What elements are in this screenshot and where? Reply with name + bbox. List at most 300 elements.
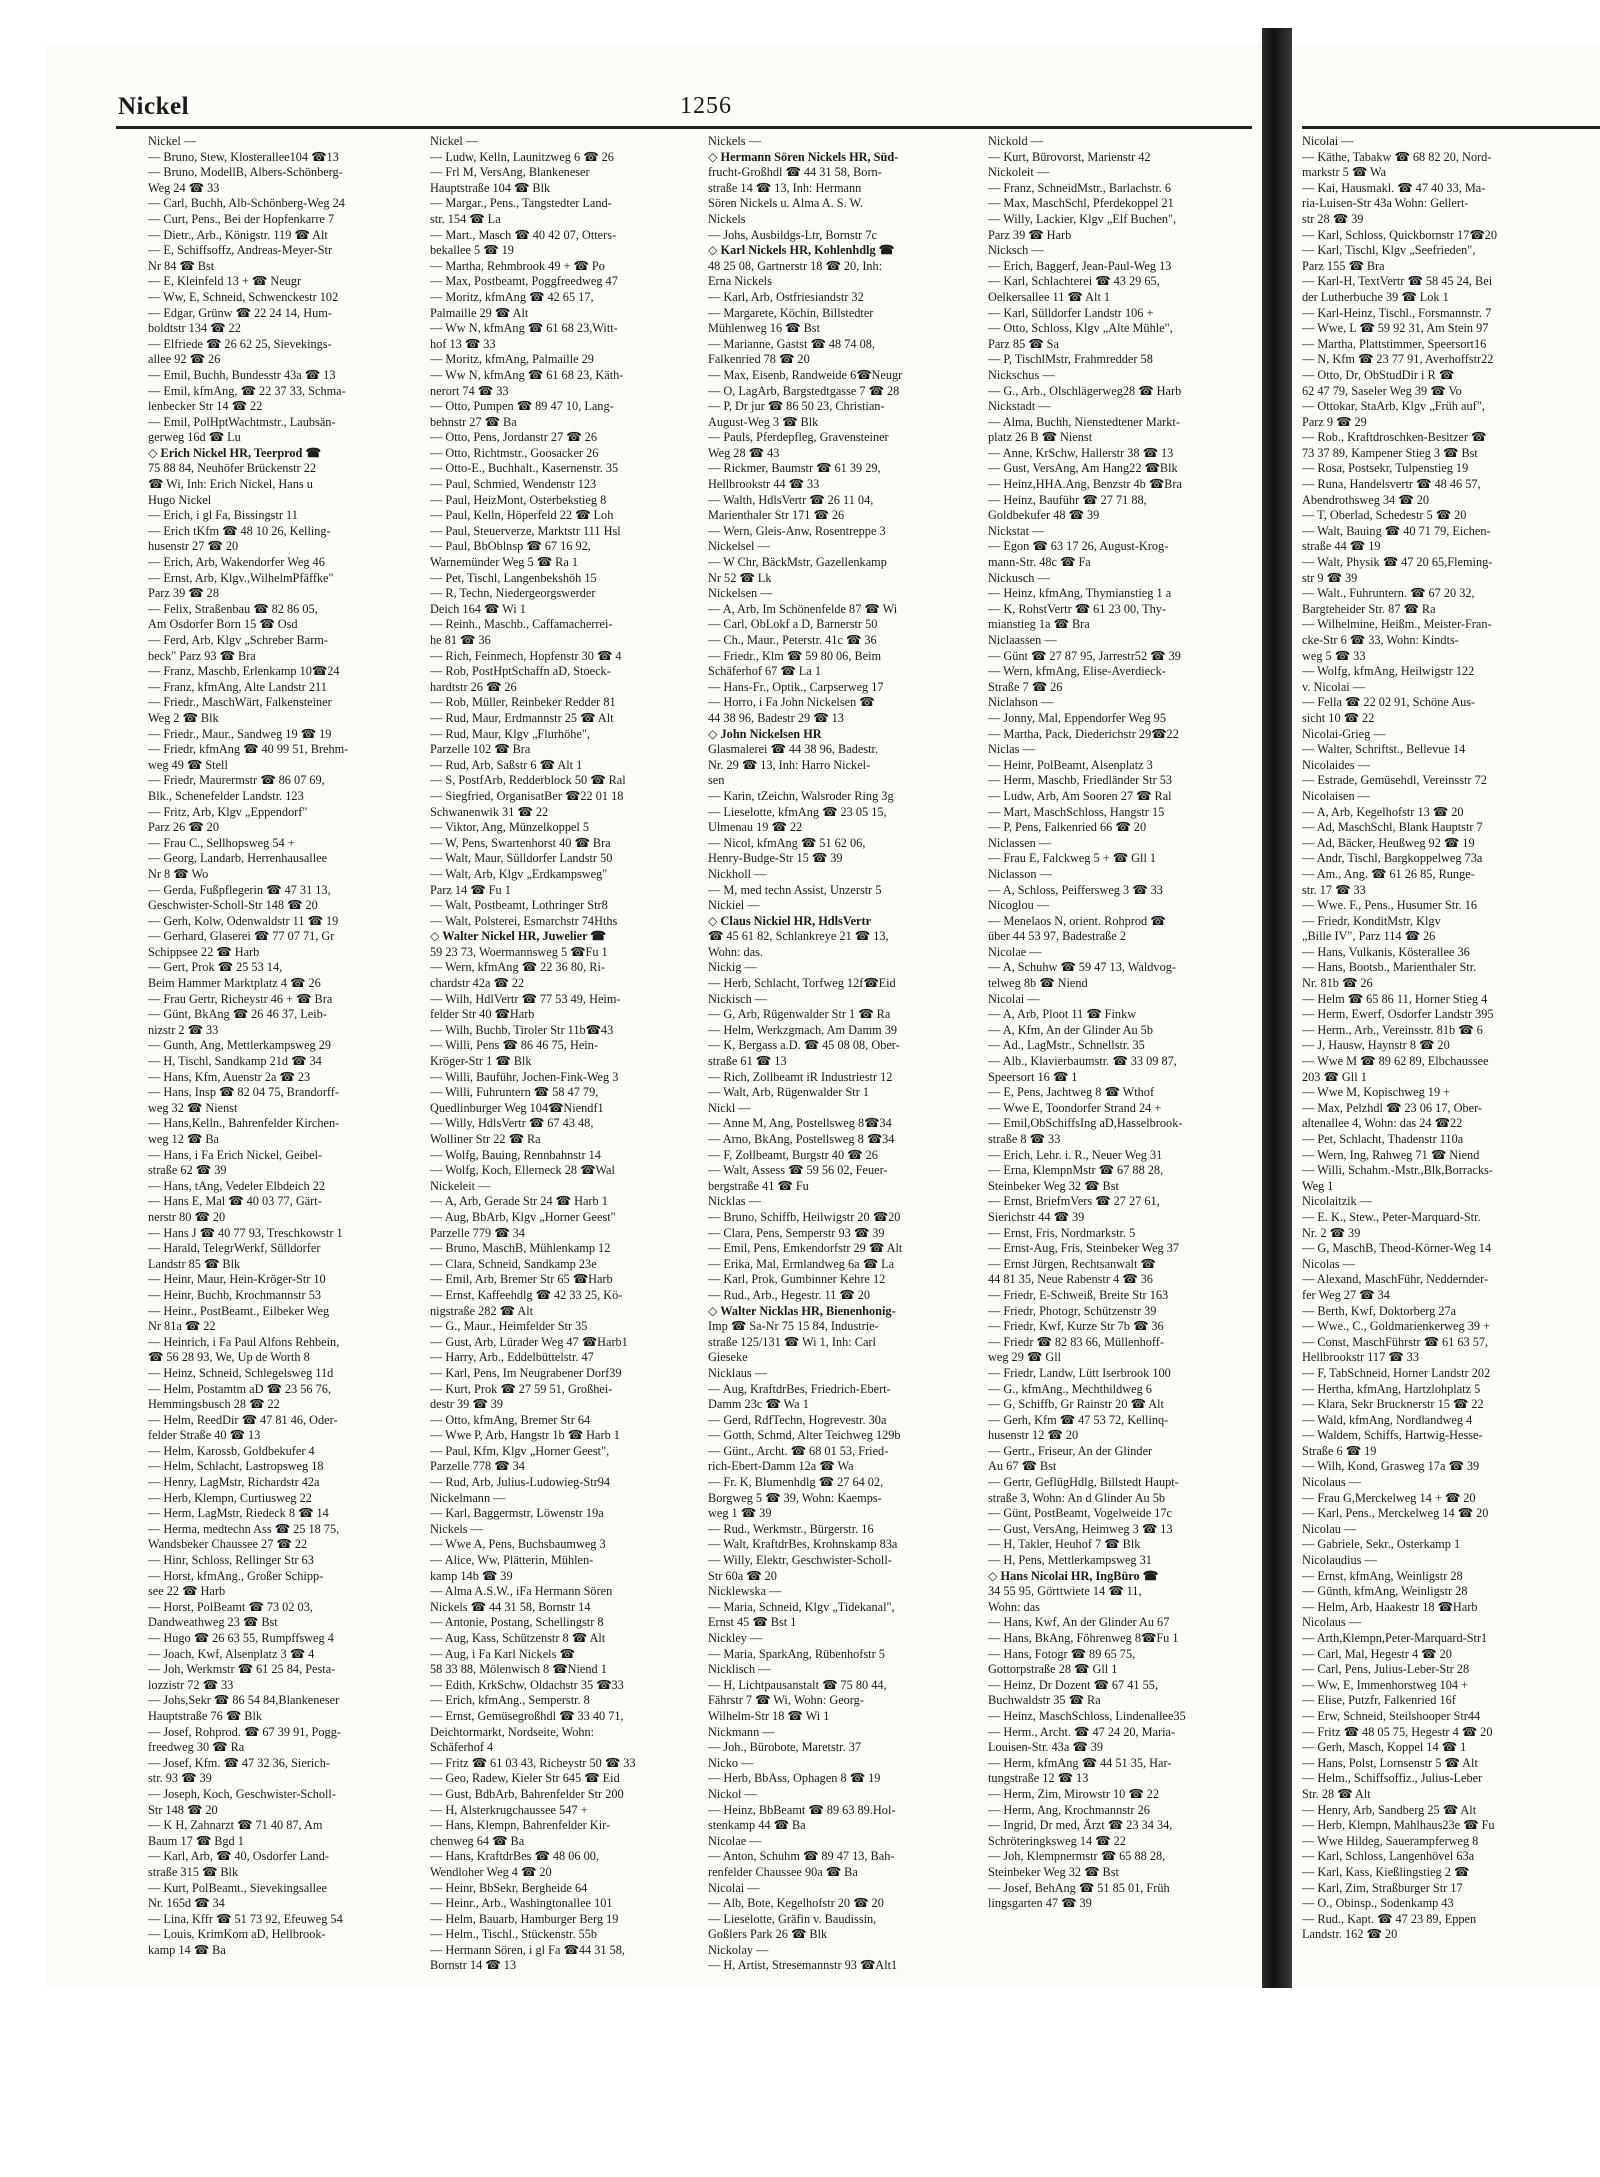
directory-entry-line: — Kurt, PolBeamt., Sievekingsallee [148,1880,327,1895]
directory-entry-line: — Ernst-Aug, Fris, Steinbeker Weg 37 [988,1241,1180,1256]
directory-entry-line: — Willi, Pens ☎ 86 46 75, Hein- [430,1038,598,1053]
directory-entry-line: — Walt, Polsterei, Esmarchstr 74Hths [430,913,618,928]
directory-entry-line: — Hans, tAng, Vedeler Elbdeich 22 [148,1178,326,1193]
directory-entry-line: — Martha, Pack, Diederichstr 29☎22 [988,726,1179,741]
directory-entry-line: — Friedr, Landw, Lütt Iserbrook 100 [988,1365,1171,1380]
directory-entry-line: — Willy, Lackier, Klgv „Elf Buchen", [988,211,1177,226]
directory-entry-line: — Anne, KrSchw, Hallerstr 38 ☎ 13 [988,445,1174,460]
directory-entry-line: — Ch., Maur., Peterstr. 41c ☎ 36 [708,633,877,647]
directory-entry-line: nerstr 80 ☎ 20 [148,1209,226,1224]
directory-entry-line: — Viktor, Ang, Münzelkoppel 5 [430,820,590,835]
directory-entry-line: — Herm, Maschb, Friedländer Str 53 [988,773,1173,788]
directory-entry-line: — Bruno, Stew, Klosterallee104 ☎13 [148,149,339,164]
directory-entry-line: Nickels [708,211,746,226]
directory-entry-line: Nr. 2 ☎ 39 [1302,1225,1361,1240]
directory-entry-line: str 28 ☎ 39 [1302,211,1364,226]
directory-entry-line: — G, Schiffb, Gr Rainstr 20 ☎ Alt [988,1397,1164,1412]
directory-entry-line: — Dietr., Arb., Königstr. 119 ☎ Alt [148,227,328,242]
directory-entry-line: — Anne M, Ang, Postellsweg 8☎34 [708,1116,892,1131]
directory-entry-line: — Am., Ang. ☎ 61 26 85, Runge- [1302,866,1475,881]
directory-entry-line: Parz 9 ☎ 29 [1302,414,1367,429]
directory-entry-line: kamp 14b ☎ 39 [430,1568,513,1583]
directory-entry-line: — Fritz ☎ 48 05 75, Hegestr 4 ☎ 20 [1302,1724,1493,1739]
directory-entry-line: Henry-Budge-Str 15 ☎ 39 [708,851,843,866]
directory-entry-line: — Joh, Klempnermstr ☎ 65 88 28, [988,1849,1166,1864]
directory-entry-line: str. 17 ☎ 33 [1302,882,1366,897]
directory-entry-line: — A, Schuhw ☎ 59 47 13, Waldvog- [988,960,1176,975]
directory-entry-line: — Friedr, kfmAng ☎ 40 99 51, Brehm- [148,742,349,757]
directory-entry-line: str. 93 ☎ 39 [148,1771,212,1786]
surname-heading: Nicoglou — [988,898,1050,913]
directory-entry-line: — Joh., Bürobote, Maretstr. 37 [708,1740,862,1755]
surname-heading: Nicolai — [988,991,1040,1006]
scan-margin-top [0,0,1600,22]
directory-entry-line: — Carl, Mal, Hegestr 4 ☎ 20 [1302,1646,1452,1661]
directory-entry-line: — Geo, Radew, Kieler Str 645 ☎ Eid [430,1771,620,1786]
directory-entry-line: — Lieselotte, Gräfin v. Baudissin, [708,1911,877,1926]
directory-entry-line: — Otto-E., Buchhalt., Kasernenstr. 35 [430,461,619,476]
surname-heading: Niclassen — [988,835,1052,850]
directory-entry-line: — Rud, Arb, Saßstr 6 ☎ Alt 1 [430,757,583,772]
directory-entry-line: — Gerh, Kfm ☎ 47 53 72, Kellinq- [988,1412,1169,1427]
directory-entry-line: — Paul, Kelln, Höperfeld 22 ☎ Loh [430,508,614,523]
surname-heading: Nickel — [148,134,197,148]
directory-entry-line: Straße 7 ☎ 26 [988,679,1063,694]
directory-entry-line: — Gust, VersAng, Am Hang22 ☎Blk [988,461,1178,476]
directory-entry-line: — Walter, Schriftst., Bellevue 14 [1302,742,1466,757]
directory-entry-line: Am Osdorfer Born 15 ☎ Osd [148,617,298,632]
surname-heading: Niclas — [988,742,1035,757]
directory-entry-line: August-Weg 3 ☎ Blk [708,414,819,429]
directory-entry-line: felder Str 40 ☎Harb [430,1007,535,1022]
directory-entry-line: nigstraße 282 ☎ Alt [430,1303,534,1318]
directory-entry-line: — Margar., Pens., Tangstedter Land- [430,196,612,211]
directory-entry-line: allee 92 ☎ 26 [148,352,221,367]
directory-entry-line: — Gunth, Ang, Mettlerkampsweg 29 [148,1038,332,1053]
directory-entry-line: Nr 8 ☎ Wo [148,866,209,881]
column-3 [708,134,993,1974]
column-1 [148,134,433,1958]
directory-entry-line: — Herm., Arb., Vereinsstr. 81b ☎ 6 [1302,1022,1483,1037]
directory-entry-line: Buchwaldstr 35 ☎ Ra [988,1693,1101,1708]
directory-entry-line: — Wern, kfmAng, Elise-Averdieck- [988,664,1166,679]
directory-entry-line: — Frau G,Merckelweg 14 + ☎ 20 [1302,1490,1476,1505]
directory-entry-line: — Carl, Buchh, Alb-Schönberg-Weg 24 [148,196,345,211]
directory-entry-line: — Willi, Bauführ, Jochen-Fink-Weg 3 [430,1069,619,1084]
surname-heading: Niclaassen — [988,633,1057,647]
directory-entry-line: — Elise, Putzfr, Falkenried 16f [1302,1693,1456,1708]
directory-entry-line: — Fritz ☎ 61 03 43, Richeystr 50 ☎ 33 [430,1755,636,1770]
directory-entry-line: — Karin, tZeichn, Walsroder Ring 3g [708,788,894,803]
directory-entry-line: — Max, Postbeamt, Poggfreedweg 47 [430,274,618,289]
directory-entry-line: — Ernst, BriefmVers ☎ 27 27 61, [988,1194,1160,1209]
directory-entry-line: weg 29 ☎ Gll [988,1350,1062,1365]
directory-entry-line: — Erich, Arb, Wakendorfer Weg 46 [148,555,325,570]
directory-entry-line: Deich 164 ☎ Wi 1 [430,601,526,616]
directory-entry-line: — Heinz, MaschSchloss, Lindenallee35 [988,1708,1186,1723]
directory-entry-line: weg 1 ☎ 39 [708,1506,772,1521]
directory-entry-line: — Herm, Zim, Mirowstr 10 ☎ 22 [988,1786,1160,1801]
directory-entry-line: — Curt, Pens., Bei der Hopfenkarre 7 [148,211,335,226]
directory-entry-line: — Emil, Pens, Emkendorfstr 29 ☎ Alt [708,1241,903,1256]
directory-entry-line: — Klara, Sekr Brucknerstr 15 ☎ 22 [1302,1397,1484,1412]
directory-entry-line: markstr 5 ☎ Wa [1302,165,1387,180]
directory-entry-line: — Kai, Hausmakl. ☎ 47 40 33, Ma- [1302,180,1486,195]
directory-entry-line: — Ww, E, Immenhorstweg 104 + [1302,1677,1469,1692]
directory-entry-line: — Walt, Maur, Sülldorfer Landstr 50 [430,851,613,866]
directory-entry-line: — Wern, Gleis-Anw, Rosentreppe 3 [708,523,886,538]
directory-entry-line: — Ad, Bäcker, Heußweg 92 ☎ 19 [1302,835,1475,850]
directory-entry-line: — Aug, Kass, Schützenstr 8 ☎ Alt [430,1631,606,1645]
directory-entry-line: — Frau Gertr, Richeystr 46 + ☎ Bra [148,991,333,1006]
directory-entry-line: — Rud, Maur, Klgv „Flurhöhe", [430,726,590,741]
directory-entry-line: — Friedr, Kwf, Kurze Str 7b ☎ 36 [988,1319,1164,1334]
directory-entry-line: — Paul, HeizMont, Osterbekstieg 8 [430,492,607,507]
directory-entry-line: — Hans J ☎ 40 77 93, Treschkowstr 1 [148,1225,343,1240]
directory-entry-line: — O., Obinsp., Sodenkamp 43 [1302,1896,1454,1911]
directory-entry-line: — Günt, PostBeamt, Vogelweide 17c [988,1506,1172,1521]
directory-entry-line: — Bruno, MaschB, Mühlenkamp 12 [430,1241,611,1256]
directory-entry-line: frucht-Großhdl ☎ 44 31 58, Born- [708,165,882,180]
directory-entry-line: — G., kfmAng., Mechthildweg 6 [988,1381,1152,1396]
directory-entry-line: Parzelle 102 ☎ Bra [430,742,531,757]
surname-heading: Nicolaudius — [1302,1553,1377,1568]
directory-entry-line: — Ludw, Arb, Am Sooren 27 ☎ Ral [988,788,1172,803]
directory-entry-line: — Rud., Kapt. ☎ 47 23 89, Eppen [1302,1911,1477,1926]
directory-entry-line: — Gertr, GeflügHdlg, Billstedt Haupt- [988,1475,1179,1490]
directory-entry-line: kamp 14 ☎ Ba [148,1942,226,1957]
directory-entry-line: — Wwe P, Arb, Hangstr 1b ☎ Harb 1 [430,1428,620,1443]
directory-entry-line: Dandweathweg 23 ☎ Bst [148,1615,278,1630]
directory-entry-line: — Heinr, Buchb, Krochmannstr 53 [148,1287,321,1302]
surname-heading: Nickolay — [708,1942,769,1957]
directory-entry-line: — Wilh, HdlVertr ☎ 77 53 49, Heim- [430,991,621,1006]
directory-entry-line: — Willy, HdlsVertr ☎ 67 43 48, [430,1116,594,1131]
surname-heading: Nicolaitzik — [1302,1194,1373,1209]
directory-entry-line: Wohn: das [988,1599,1040,1614]
directory-entry-line: Damm 23c ☎ Wa 1 [708,1397,809,1412]
surname-heading: Nicolas — [1302,1256,1355,1271]
directory-entry-line: — Wolfg, Bauing, Rennbahnstr 14 [430,1147,601,1162]
directory-entry-line: — Rosa, Postsekr, Tulpenstieg 19 [1302,461,1469,476]
directory-entry-line: — Frau E, Falckweg 5 + ☎ Gll 1 [988,851,1157,866]
directory-entry-line: — Hans, Kwf, An der Glinder Au 67 [988,1615,1170,1630]
directory-entry-line: rich-Ebert-Damm 12a ☎ Wa [708,1459,854,1474]
directory-entry-line: straße 44 ☎ 19 [1302,539,1381,554]
directory-entry-line: — Franz, Maschb, Erlenkamp 10☎24 [148,664,340,679]
directory-entry-line: „Bille IV", Parz 114 ☎ 26 [1302,929,1436,944]
directory-entry-line: — Gerda, Fußpflegerin ☎ 47 31 13, [148,882,331,897]
directory-entry-line: — Pet, Tischl, Langenbekshöh 15 [430,570,597,585]
directory-entry-line: — Horst, kfmAng., Großer Schipp- [148,1568,324,1583]
directory-entry-line: ◇ Erich Nickel HR, Teerprod ☎ [148,445,321,460]
directory-entry-line: — Heinz,HHA.Ang, Benzstr 4b ☎Bra [988,477,1182,492]
directory-entry-line: Gieseke [708,1350,748,1365]
directory-entry-line: Abendrothsweg 34 ☎ 20 [1302,492,1429,507]
directory-entry-line: — Emil, Arb, Bremer Str 65 ☎Harb [430,1272,613,1287]
directory-entry-line: Nr. 81b ☎ 26 [1302,976,1373,991]
directory-entry-line: Sören Nickels u. Alma A. S. W. [708,196,864,211]
directory-entry-line: — Heinrich, i Fa Paul Alfons Rehbein, [148,1334,340,1349]
directory-entry-line: — Walt, Postbeamt, Lothringer Str8 [430,898,608,913]
directory-entry-line: — Johs,Sekr ☎ 86 54 84,Blankeneser [148,1693,340,1708]
directory-entry-line: — Erich, Lehr. i. R., Neuer Weg 31 [988,1147,1163,1162]
directory-entry-line: — Horro, i Fa John Nickelsen ☎ [708,695,875,710]
scan-margin-left [0,0,46,2177]
directory-entry-line: — Johs, Ausbildgs-Ltr, Bornstr 7c [708,227,877,242]
surname-heading: Nicolai — [708,1880,760,1895]
directory-entry-line: — Karl, Baggermstr, Löwenstr 19a [430,1506,604,1521]
directory-entry-line: — Ww N, kfmAng ☎ 61 68 23,Witt- [430,321,618,336]
surname-heading: Nickholl — [708,866,767,881]
surname-heading: Nickstadt — [988,399,1051,414]
directory-entry-line: str 9 ☎ 39 [1302,570,1358,585]
directory-entry-line: Erna Nickels [708,274,772,289]
directory-entry-line: — Rud, Arb, Julius-Ludowieg-Str94 [430,1475,611,1490]
directory-entry-line: Glasmalerei ☎ 44 38 96, Badestr. [708,742,879,757]
directory-entry-line: — Wwe E, Toondorfer Strand 24 + [988,1100,1162,1115]
column-5 [1302,134,1600,1943]
directory-entry-line: weg 32 ☎ Nienst [148,1100,238,1115]
directory-entry-line: — Hugo ☎ 26 63 55, Rumpffsweg 4 [148,1631,334,1645]
directory-entry-line: — Elfriede ☎ 26 62 25, Sievekings- [148,336,332,351]
directory-entry-line: — Max, MaschSchl, Pferdekoppel 21 [988,196,1174,211]
directory-entry-line: Falkenried 78 ☎ 20 [708,352,810,367]
directory-entry-line: — Willy, Elektr, Geschwister-Scholl- [708,1553,892,1568]
directory-entry-line: — Karl, Pens, Im Neugrabener Dorf39 [430,1365,622,1380]
directory-entry-line: — Maria, Schneid, Klgv „Tidekanal", [708,1599,895,1614]
directory-entry-line: ☎ Wi, Inh: Erich Nickel, Hans u [148,477,313,492]
directory-entry-line: — Maria, SparkAng, Rübenhofstr 5 [708,1646,885,1661]
directory-entry-line: — H, Takler, Heuhof 7 ☎ Blk [988,1537,1141,1552]
directory-entry-line: Weg 1 [1302,1178,1334,1193]
directory-entry-line: — Wolfg, Koch, Ellerneck 28 ☎Wal [430,1163,615,1178]
directory-entry-line: — Anton, Schuhm ☎ 89 47 13, Bah- [708,1849,895,1864]
directory-entry-line: — Mart., Masch ☎ 40 42 07, Otters- [430,227,617,242]
directory-entry-line: ◇ Claus Nickiel HR, HdlsVertr [708,913,872,928]
directory-entry-line: — G., Arb., Olschlägerweg28 ☎ Harb [988,383,1182,398]
directory-entry-line: Beim Hammer Marktplatz 4 ☎ 26 [148,976,321,991]
directory-entry-line: — Heinz, Dr Dozent ☎ 67 41 55, [988,1677,1159,1692]
directory-entry-line: — Herb, Schlacht, Torfweg 12f☎Eid [708,976,896,991]
directory-entry-line: ◇ Hans Nicolai HR, IngBüro ☎ [988,1568,1159,1583]
directory-entry-line: — Friedr., Klm ☎ 59 80 06, Beim [708,648,882,663]
directory-entry-line: — Ottokar, StaArb, Klgv „Früh auf", [1302,399,1485,414]
directory-entry-line: — P, Dr jur ☎ 86 50 23, Christian- [708,399,885,414]
directory-entry-line: — Karl, Schlachterei ☎ 43 29 65, [988,274,1160,289]
directory-entry-line: — Fritz, Arb, Klgv „Eppendorf" [148,804,308,819]
directory-entry-line: — Friedr, E-Schweiß, Breite Str 163 [988,1287,1169,1302]
directory-entry-line: — G, Arb, Rügenwalder Str 1 ☎ Ra [708,1007,891,1022]
directory-entry-line: — Lieselotte, kfmAng ☎ 23 05 15, [708,804,887,819]
directory-entry-line: — Ad., LagMstr., Schnellstr. 35 [988,1038,1145,1053]
directory-entry-line: — Walt, KraftdrBes, Krohnskamp 83a [708,1537,898,1552]
directory-entry-line: — Arno, BkAng, Postellsweg 8 ☎34 [708,1132,895,1146]
directory-entry-line: sicht 10 ☎ 22 [1302,710,1375,725]
directory-entry-line: — Karl, Schloss, Quickbornstr 17☎20 [1302,227,1497,242]
directory-entry-line: — Alb, Bote, Kegelhofstr 20 ☎ 20 [708,1896,884,1911]
directory-entry-line: — A, Schloss, Peiffersweg 3 ☎ 33 [988,882,1163,897]
directory-entry-line: — Wwe A, Pens, Buchsbaumweg 3 [430,1537,606,1552]
directory-entry-line: — Joh, Werkmstr ☎ 61 25 84, Pesta- [148,1662,336,1677]
directory-entry-line: Baum 17 ☎ Bgd 1 [148,1833,244,1848]
directory-entry-line: cke-Str 6 ☎ 33, Wohn: Kindts- [1302,633,1459,647]
directory-entry-line: — H, Lichtpausanstalt ☎ 75 80 44, [708,1677,887,1692]
directory-entry-line: Schäferhof 4 [430,1740,494,1755]
directory-entry-line: — Joach, Kwf, Alsenplatz 3 ☎ 4 [148,1646,315,1661]
directory-entry-line: — Erika, Mal, Ermlandweg 6a ☎ La [708,1256,895,1271]
surname-heading: Nickol — [708,1786,757,1801]
directory-entry-line: — Ww N, kfmAng ☎ 61 68 23, Käth- [430,367,624,382]
directory-entry-line: — Karl, Kass, Kießlingstieg 2 ☎ [1302,1864,1470,1879]
directory-entry-line: — Emil,ObSchiffsIng aD,Hasselbrook- [988,1116,1183,1131]
directory-entry-line: — Josef, Kfm. ☎ 47 32 36, Sierich- [148,1755,330,1770]
directory-entry-line: — Estrade, Gemüsehdl, Vereinsstr 72 [1302,773,1487,788]
directory-entry-line: — Karl, Zim, Straßburger Str 17 [1302,1880,1463,1895]
directory-entry-line: — Hinr, Schloss, Rellinger Str 63 [148,1553,314,1568]
directory-entry-line: — Arth,Klempn,Peter-Marquard-Str1 [1302,1631,1488,1645]
directory-entry-line: — Egon ☎ 63 17 26, August-Krog- [988,539,1169,554]
directory-entry-line: Weg 28 ☎ 43 [708,445,780,460]
surname-heading: Nickusch — [988,570,1050,585]
directory-entry-line: Palmaille 29 ☎ Alt [430,305,529,320]
surname-heading: Nicko — [708,1755,754,1770]
directory-entry-line: — A, Arb, Im Schönenfelde 87 ☎ Wi [708,601,898,616]
directory-entry-line: — Jonny, Mal, Eppendorfer Weg 95 [988,710,1166,725]
directory-entry-line: — N, Kfm ☎ 23 77 91, Averhoffstr22 [1302,352,1494,367]
directory-entry-line: Goßlers Park 26 ☎ Blk [708,1927,828,1942]
surname-heading: Nicklewska — [708,1584,782,1599]
directory-entry-line: ☎ 56 28 93, We, Up de Worth 8 [148,1350,310,1365]
directory-entry-line: — F, Zollbeamt, Burgstr 40 ☎ 26 [708,1147,878,1162]
directory-entry-line: — Aug, i Fa Karl Nickels ☎ [430,1646,575,1661]
directory-entry-line: — Siegfried, OrganisatBer ☎22 01 18 [430,788,624,803]
directory-entry-line: Nickels ☎ 44 31 58, Bornstr 14 [430,1599,591,1614]
directory-entry-line: Wilhelm-Str 18 ☎ Wi 1 [708,1708,830,1723]
directory-entry-line: Parz 14 ☎ Fu 1 [430,882,511,897]
directory-entry-line: — E, Pens, Jachtweg 8 ☎ Wthof [988,1085,1155,1100]
directory-entry-line: — G, MaschB, Theod-Körner-Weg 14 [1302,1241,1492,1256]
directory-entry-line: — Wolfg, kfmAng, Heilwigstr 122 [1302,664,1475,679]
directory-entry-line: — H, Alsterkrugchaussee 547 + [430,1802,588,1817]
surname-heading: Nickeleit — [430,1178,491,1193]
directory-entry-line: bekallee 5 ☎ 19 [430,243,514,258]
directory-entry-line: — Rickmer, Baumstr ☎ 61 39 29, [708,461,881,476]
surname-heading: Nicklas — [708,1194,761,1209]
directory-entry-line: — Gerd, RdfTechn, Hogrevestr. 30a [708,1412,887,1427]
directory-entry-line: — W Chr, BäckMstr, Gazellenkamp [708,555,887,570]
scan-margin-bottom [0,1988,1600,2177]
directory-entry-line: — Wwe. F., Pens., Husumer Str. 16 [1302,898,1478,913]
surname-heading: Nickmann — [708,1724,775,1739]
directory-entry-line: — Friedr., MaschWärt, Falkensteiner [148,695,332,710]
directory-entry-line: — G., Maur., Heimfelder Str 35 [430,1319,588,1334]
directory-entry-line: — Rob, Müller, Reinbeker Redder 81 [430,695,616,710]
directory-entry-line: Ernst 45 ☎ Bst 1 [708,1615,797,1630]
directory-entry-line: — Gerh, Masch, Koppel 14 ☎ 1 [1302,1740,1467,1755]
directory-entry-line: — Berth, Kwf, Doktorberg 27a [1302,1303,1457,1318]
directory-entry-line: — Max, Eisenb, Randweide 6☎Neugr [708,367,903,382]
directory-entry-line: — Runa, Handelsvertr ☎ 48 46 57, [1302,477,1481,492]
directory-entry-line: — A, Arb, Kegelhofstr 13 ☎ 20 [1302,804,1464,819]
directory-entry-line: — Hans, Insp ☎ 82 04 75, Brandorff- [148,1085,339,1100]
directory-entry-line: chardstr 42a ☎ 22 [430,976,525,991]
directory-entry-line: — Henry, Arb, Sandberg 25 ☎ Alt [1302,1802,1477,1817]
directory-entry-line: Borgweg 5 ☎ 39, Wohn: Kaemps- [708,1490,882,1505]
directory-entry-line: sen [708,773,725,788]
directory-entry-line: — E, Schiffsoffz, Andreas-Meyer-Str [148,243,333,258]
directory-entry-line: — A, Kfm, An der Glinder Au 5b [988,1022,1153,1037]
surname-heading: Nicklaus — [708,1365,768,1380]
directory-entry-line: — Ernst, Fris, Nordmarkstr. 5 [988,1225,1136,1240]
directory-entry-line: — Wilh, Buchb, Tiroler Str 11b☎43 [430,1022,614,1037]
directory-entry-line: — Wwe M ☎ 89 62 89, Elbchaussee [1302,1054,1489,1069]
directory-entry-line: Nr. 165d ☎ 34 [148,1896,225,1911]
directory-entry-line: ◇ Hermann Sören Nickels HR, Süd- [708,149,899,164]
directory-entry-line: boldtstr 134 ☎ 22 [148,321,241,336]
directory-entry-line: — Ferd, Arb, Klgv „Schreber Barm- [148,633,328,647]
directory-entry-line: — Gotth, Schmd, Alter Teichweg 129b [708,1428,901,1443]
directory-entry-line: Hauptstraße 104 ☎ Blk [430,180,551,195]
directory-entry-line: — R, Techn, Niedergeorgswerder [430,586,596,601]
directory-entry-line: — Erich tKfm ☎ 48 10 26, Kelling- [148,523,331,538]
directory-entry-line: — Pauls, Pferdepfleg, Gravensteiner [708,430,889,445]
directory-entry-line: — Wwe M, Kopischweg 19 + [1302,1085,1451,1100]
directory-entry-line: Quedlinburger Weg 104☎Niendf1 [430,1100,604,1115]
directory-entry-line: hardtstr 26 ☎ 26 [430,679,517,694]
directory-entry-line: 58 33 88, Mölenwisch 8 ☎Niend 1 [430,1662,607,1677]
directory-entry-line: 75 88 84, Neuhöfer Brückenstr 22 [148,461,317,476]
directory-entry-line: — Louis, KrimKom aD, Hellbrook- [148,1927,326,1942]
directory-entry-line: Nr 52 ☎ Lk [708,570,772,585]
directory-entry-line: — Moritz, kfmAng ☎ 42 65 17, [430,289,594,304]
directory-entry-line: — Ernst, Gemüsegroßhdl ☎ 33 40 71, [430,1708,624,1723]
directory-entry-line: Oelkersallee 11 ☎ Alt 1 [988,289,1111,304]
directory-entry-line: 48 25 08, Gartnerstr 18 ☎ 20, Inh: [708,258,883,273]
directory-entry-line: 62 47 79, Saseler Weg 39 ☎ Vo [1302,383,1462,398]
directory-entry-line: Speersort 16 ☎ 1 [988,1069,1078,1084]
directory-entry-line: — Marianne, Gastst ☎ 48 74 08, [708,336,875,351]
directory-entry-line: Au 67 ☎ Bst [988,1459,1057,1474]
directory-entry-line: 59 23 73, Woermannsweg 5 ☎Fu 1 [430,944,608,959]
directory-entry-line: Hemmingsbusch 28 ☎ 22 [148,1397,280,1412]
directory-entry-line: — Antonie, Postang, Schellingstr 8 [430,1615,604,1630]
directory-entry-line: — Martha, Rehmbrook 49 + ☎ Po [430,258,605,273]
directory-entry-line: — Willi, Schahm.-Mstr.,Blk,Borracks- [1302,1163,1493,1178]
directory-entry-line: — Ww, E, Schneid, Schwenckestr 102 [148,289,339,304]
directory-entry-line: — Paul, Steuerverze, Marktstr 111 Hsl [430,523,621,538]
directory-entry-line: straße 125/131 ☎ Wi 1, Inh: Carl [708,1334,876,1349]
surname-heading: Nicksch — [988,243,1044,258]
directory-entry-line: — Karl, Prok, Gumbinner Kehre 12 [708,1272,886,1287]
directory-entry-line: — Helm, ReedDir ☎ 47 81 46, Oder- [148,1412,338,1427]
directory-entry-line: der Lutherbuche 39 ☎ Lok 1 [1302,289,1449,304]
directory-entry-line: 203 ☎ Gll 1 [1302,1069,1367,1084]
directory-entry-line: Nr 81a ☎ 22 [148,1319,216,1334]
directory-entry-line: — Walt, Arb, Klgv „Erdkampsweg" [430,866,608,881]
directory-entry-line: Nr 84 ☎ Bst [148,258,215,273]
directory-entry-line: — Franz, SchneidMstr., Barlachstr. 6 [988,180,1172,195]
directory-entry-line: — Hans, Klempn, Bahrenfelder Kir- [430,1818,611,1833]
directory-entry-line: lenbecker Str 14 ☎ 22 [148,399,263,414]
directory-entry-line: Hugo Nickel [148,492,212,507]
directory-entry-line: — Gertr., Friseur, An der Glinder [988,1443,1153,1458]
directory-entry-line: — Otto, Dr, ObStudDir i R ☎ [1302,367,1455,382]
surname-heading: Nickelsel — [708,539,770,554]
directory-entry-line: Schröteringksweg 14 ☎ 22 [988,1833,1126,1848]
directory-entry-line: — F, TabSchneid, Horner Landstr 202 [1302,1365,1491,1380]
directory-entry-line: — Otto, Richtmstr., Goosacker 26 [430,445,599,460]
